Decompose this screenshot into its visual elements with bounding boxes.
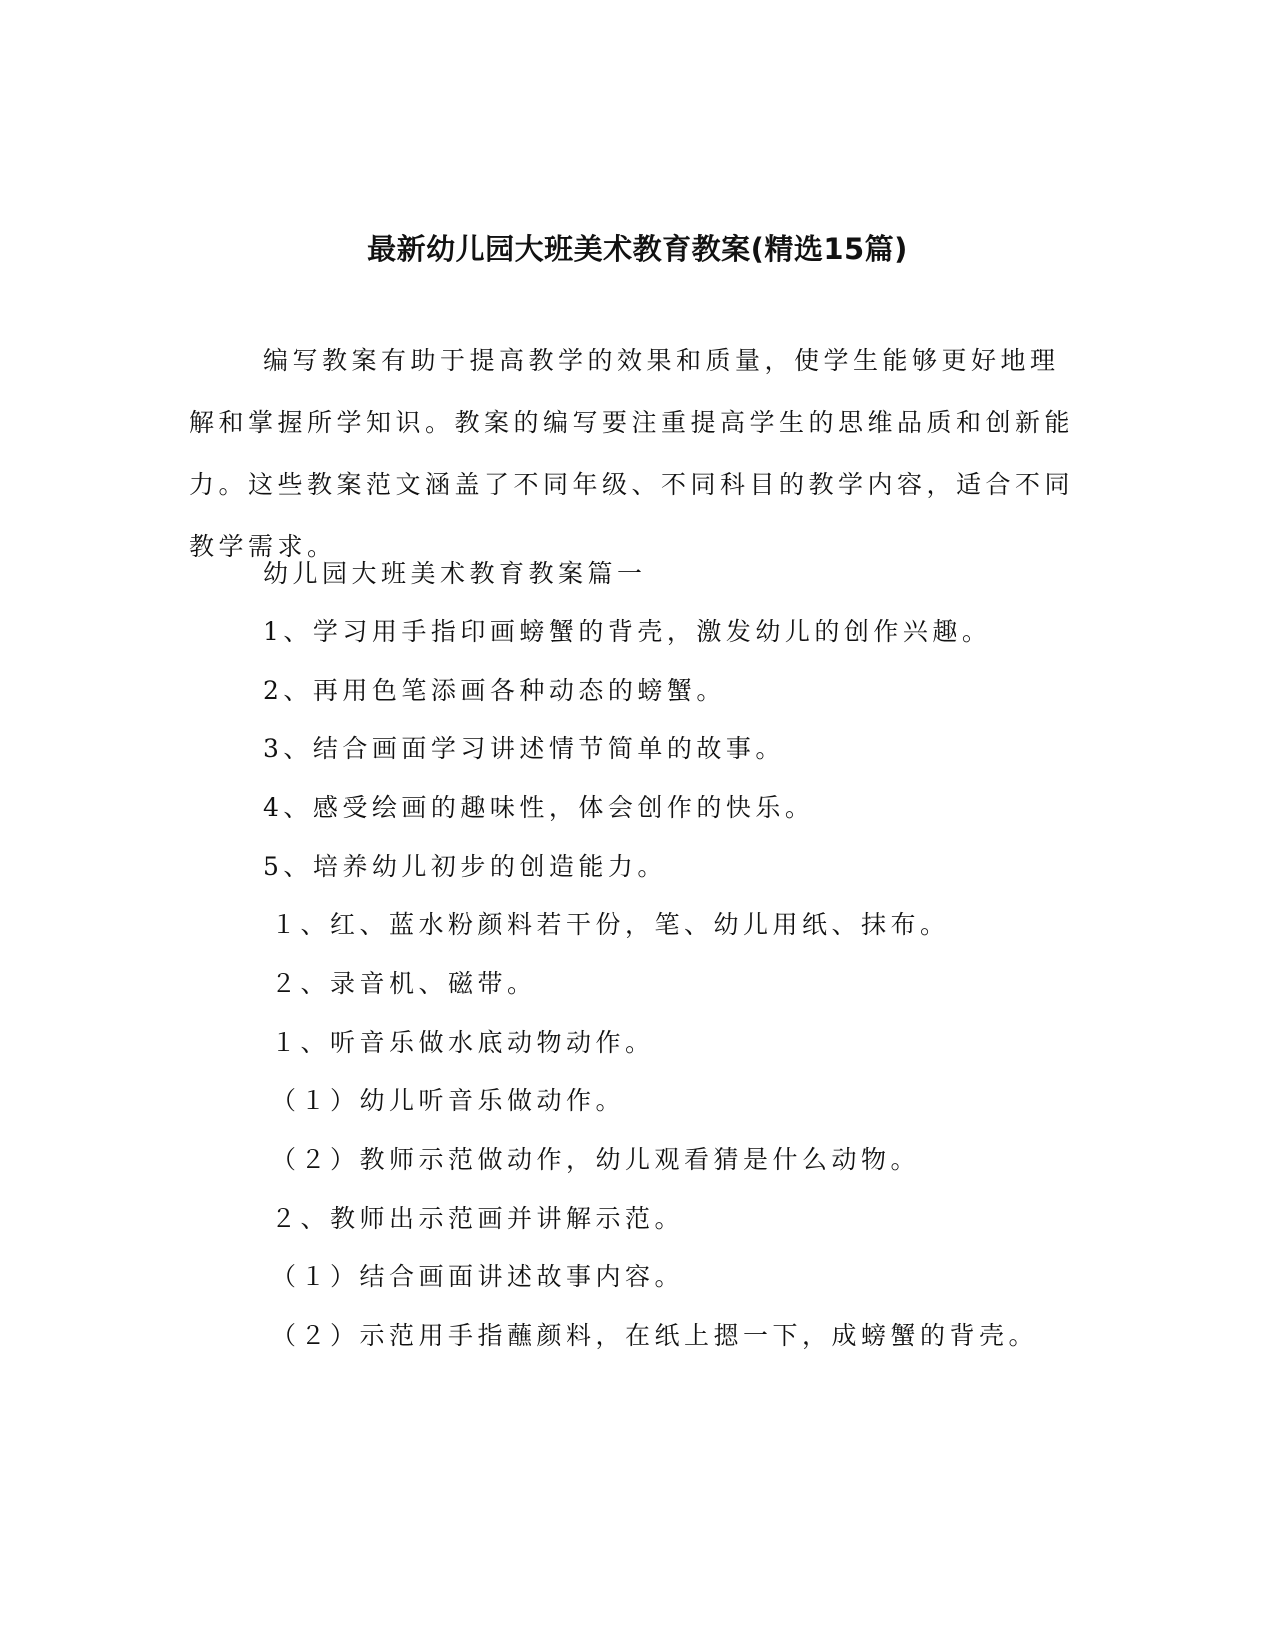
- objective-item: 2、再用色笔添画各种动态的螃蟹。: [263, 676, 726, 705]
- objective-item: 3、结合画面学习讲述情节简单的故事。: [263, 734, 785, 763]
- process-substep: （２）示范用手指蘸颜料，在纸上摁一下，成螃蟹的背壳。: [271, 1321, 1039, 1350]
- process-substep: （１）结合画面讲述故事内容。: [271, 1262, 685, 1291]
- material-item: ２、录音机、磁带。: [271, 969, 537, 998]
- process-step: ２、教师出示范画并讲解示范。: [271, 1204, 685, 1233]
- objective-item: 1、学习用手指印画螃蟹的背壳，激发幼儿的创作兴趣。: [263, 617, 992, 646]
- objective-item: 4、感受绘画的趣味性，体会创作的快乐。: [263, 793, 815, 822]
- process-substep: （２）教师示范做动作，幼儿观看猜是什么动物。: [271, 1145, 921, 1174]
- material-item: １、红、蓝水粉颜料若干份，笔、幼儿用纸、抹布。: [271, 910, 950, 939]
- objective-item: 5、培养幼儿初步的创造能力。: [263, 852, 667, 881]
- intro-paragraph: 编写教案有助于提高教学的效果和质量，使学生能够更好地理解和掌握所学知识。教案的编写要注重提高学生的思维品质和创新能力。这些教案范文涵盖了不同年级、不同科目的教学内容，适合不同教学需求。: [189, 346, 1075, 561]
- process-step: １、听音乐做水底动物动作。: [271, 1028, 655, 1057]
- document-title: 最新幼儿园大班美术教育教案(精选15篇): [367, 232, 908, 267]
- section-heading: 幼儿园大班美术教育教案篇一: [263, 559, 647, 588]
- process-substep: （１）幼儿听音乐做动作。: [271, 1086, 626, 1115]
